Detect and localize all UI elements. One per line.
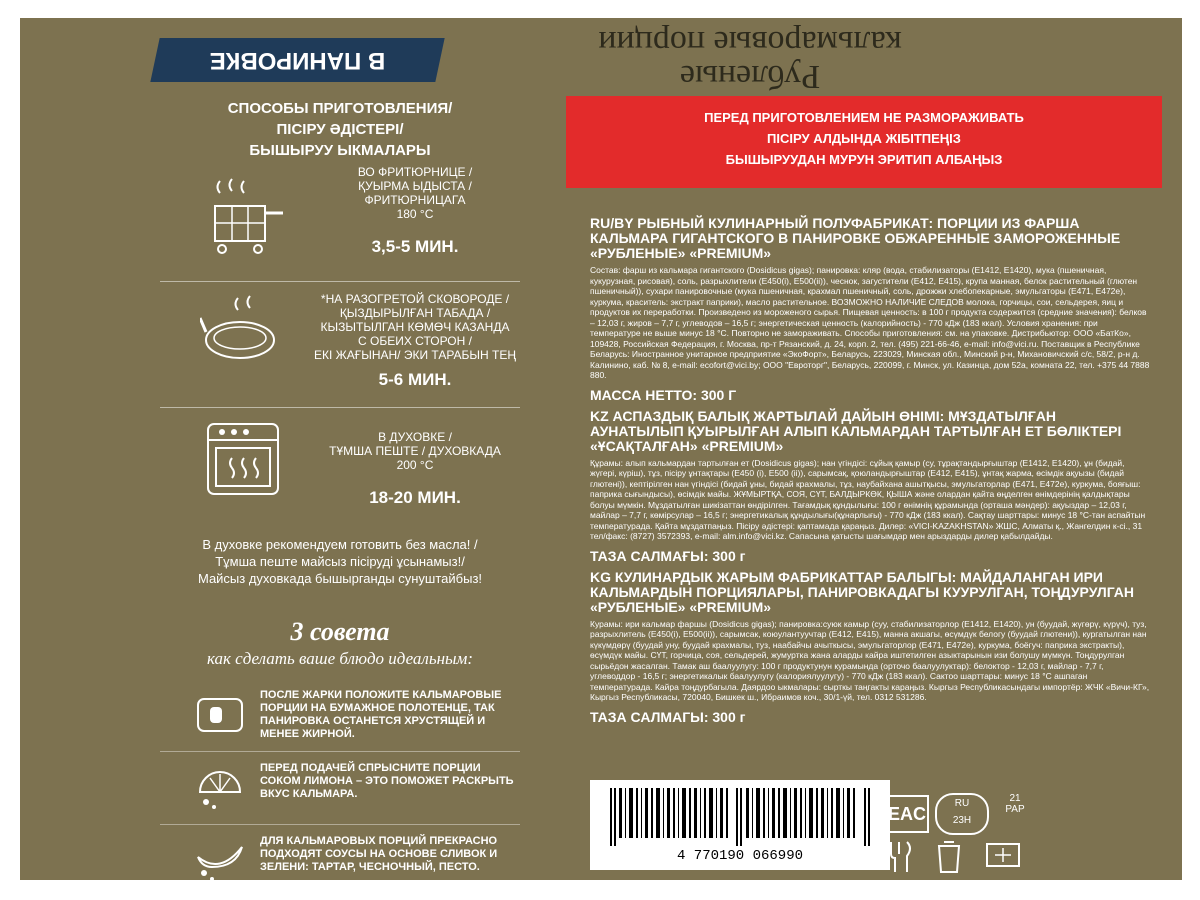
method-oven xyxy=(160,408,520,528)
title-line-2: кальмаровые порции xyxy=(598,24,902,61)
cooking-title-kg: БЫШЫРУУ ЫКМАЛАРЫ xyxy=(249,142,431,159)
method-line: 180 °C xyxy=(396,207,434,221)
ru-mass: МАССА НЕТТО: 300 Г xyxy=(590,386,737,403)
sauce-boat-icon xyxy=(190,835,250,885)
method-line: ТҰМША ПЕШТЕ / ДУХОВКАДА xyxy=(329,444,501,458)
frying-pan-icon xyxy=(200,292,290,382)
barcode-bars xyxy=(610,788,870,846)
badge-text: В ПАНИРОВКЕ xyxy=(209,47,386,74)
warning-line-kg: БЫШЫРУУДАН МУРУН ЭРИТИП АЛБАҢЫЗ xyxy=(725,152,1003,167)
tip-item xyxy=(160,752,520,825)
warning-band xyxy=(566,96,1162,188)
tip-item xyxy=(160,679,520,752)
paper-towel-icon xyxy=(190,689,250,739)
note-line: Майсыз духовкада бышырганды сунуштайбыз! xyxy=(197,571,483,586)
warning-line-ru: ПЕРЕД ПРИГОТОВЛЕНИЕМ НЕ РАЗМОРАЖИВАТЬ xyxy=(704,110,1024,125)
tips-title: 3 совета xyxy=(290,617,390,646)
title-line-1: Рубленые xyxy=(679,58,821,95)
cooking-title-ru: СПОСОБЫ ПРИГОТОВЛЕНИЯ/ xyxy=(227,100,453,117)
food-contact-icon xyxy=(885,840,915,874)
ru-mark xyxy=(935,793,989,835)
method-line: ҚУЫРМА ЫДЫСТА / xyxy=(358,179,472,193)
method-pan-text xyxy=(310,292,520,362)
fryer-icon xyxy=(200,171,290,261)
product-name xyxy=(450,23,1050,93)
kz-body: Құрамы: алып кальмардан тартылған ет (Dosidicus gigas); нан үгіндісі: сұйық қамыр (су, тұрақтандырғыштар (Е1412, Е1420), ұн (бидай, жүгері, күріш), тұз, пісіру ұнтақтары (Е450 (i), Е500 (ii)), сарымсақ, қоюландырғыштар (Е412, Е415), ұнтақ жарма, өсімдік ақуызы (бидай глютені)), кептірілген нан үгіндісі (бидай ұны, бидай крахмалы, тұз, наубайхана ашытқысы, эмульгаторлар (Е471, Е472е), куркума, бояғыш: паприка сығындысы), өсімдік майы. ЖҰМЫРТҚА, СОЯ, СҮТ, БАЛДЫРКӨК, ҚЫША және олардан қайта өңделген өнімдерінің қалдықтары болуы мүмкін. Мұздатылған шикізаттан өндірілген. Тағамдық құндылығы: 100 г өнімнің құрамында (орташа мәндер): ақуыздар – 12,03 г, майлар – 7,7 г, көмірсулар – 16,5 г; энергетикалық құндылығы(құнарлығы) - 770 кДж (183 ккал). Сақтау шарттары: минус 18 °С-тан аспайтын температурада. Қайта мұздатпаңыз. Пісіру әдістері: қаптамада қараңыз. Дилер: «VICI-KAZAKHSTAN» ЖШС, Алматы қ., Жангелдин к-сі., 31 тел/факс: (8727) 3572393, e-mail: alm.info@vici.kz. Сапасына қатысты шағымдар мен арыздарды дилер қабылдайды. xyxy=(590,457,1146,541)
method-oven-time: 18-20 МИН. xyxy=(369,488,461,507)
method-oven-text xyxy=(310,430,520,472)
tip-text: ДЛЯ КАЛЬМАРОВЫХ ПОРЦИЙ ПРЕКРАСНО ПОДХОДЯТ СОУСЫ НА ОСНОВЕ СЛИВОК И ЗЕЛЕНИ: ТАРТАР, ЧЕСНОЧНЫЙ, ПЕСТО. xyxy=(260,835,498,873)
method-line: С ОБЕИХ СТОРОН / xyxy=(358,334,472,348)
oven-note xyxy=(160,536,520,587)
oven-icon xyxy=(200,418,290,508)
method-line: КЫЗЫТЫЛГАН КӨМӨЧ КАЗАНДА xyxy=(320,320,510,334)
tip-item xyxy=(160,825,520,897)
kg-heading: KG КУЛИНАРДЫК ЖАРЫМ ФАБРИКАТТАР БАЛЫГЫ: МАЙДАЛАНГАН ИРИ КАЛЬМАРДЫН ПОРЦИЯЛАРЫ, ПАНИРОВКАДАГЫ КУУРУЛГАН, ТОҢДУРУЛГАН «РУБЛЕНЫЕ» «PREMIUM» xyxy=(590,568,1134,615)
method-line: ФРИТЮРНИЦАГА xyxy=(364,193,466,207)
warning-line-kz: ПІСІРУ АЛДЫНДА ЖІБІТПЕҢІЗ xyxy=(767,131,961,146)
tip-text: ПЕРЕД ПОДАЧЕЙ СПРЫСНИТЕ ПОРЦИИ СОКОМ ЛИМОНА – ЭТО ПОМОЖЕТ РАСКРЫТЬ ВКУС КАЛЬМАРА. xyxy=(260,762,514,800)
method-fryer-time: 3,5-5 МИН. xyxy=(371,237,459,256)
method-line: ЕКІ ЖАҒЫНАН/ ЭКИ ТАРАБЫН ТЕҢ xyxy=(313,348,517,362)
note-line: Тұмша пеште майсыз пісіруді ұсынамыз!/ xyxy=(215,554,465,569)
kz-heading: KZ АСПАЗДЫҚ БАЛЫҚ ЖАРТЫЛАЙ ДАЙЫН ӨНІМІ: МҰЗДАТЫЛҒАН АУНАТЫЛЫП ҚУЫРЫЛҒАН АЛЫП КАЛЬМАРДАН ТАРТЫЛҒАН ЕТ БӨЛІКТЕРІ «ҰСАҚТАЛҒАН» «PREMIUM» xyxy=(590,407,1122,454)
recycle-icon xyxy=(995,793,1035,833)
method-fryer-text xyxy=(310,165,520,221)
ru-body: Состав: фарш из кальмара гигантского (Dosidicus gigas); панировка: кляр (вода, стабилизаторы (Е1412, Е1420), мука (пшеничная, кукурузная, рисовая), соль, разрыхлители (Е450(i), Е500(ii)), чеснок, загустители (Е412, Е415), крупа манная, белок растительный (глютен пшеничный)), сухари панировочные (мука пшеничная, крахмал пшеничный, соль, дрожжи хлебопекарные, эмульгаторы (Е471, Е472е), куркума, краситель: экстракт паприки), масло растительное. ВОЗМОЖНО НАЛИЧИЕ СЛЕДОВ молока, горчицы, сои, сельдерея, яиц и продуктов их переработки. Произведено из мороженого сырья. Пищевая ценность: в 100 г продукта содержится (средние значения): белков – 12,03 г, жиров – 7,7 г, углеводов – 16,5 г; энергетическая ценность (калорийность) - 770 кДж (183 ккал). Условия хранения: при температуре не выше минус 18 °С. Повторно не замораживать. Способы приготовления: см. на упаковке. Дистрибьютор: ООО «БатКо», 109428, Российская Федерация, г. Москва, пр-т Рязанский, д. 24, корп. 2, тел. (495) 221-66-46, e-mail: info@vici.ru. Поставщик в Республике Беларусь: Иностранное унитарное предприятие «ЭкоФорт», Беларусь, 223029, Минская обл., Минский р-н, Михановичский с/с, 58/2, р-н д. Калинино, каб. № 8, e-mail: ecofort@vici.by; ООО "Евроторг", Беларусь, 220099, г. Минск, ул. Казинца, дом 52а, комната 22, тел. +375 44 7888 880. xyxy=(590,265,1150,380)
method-pan xyxy=(160,282,520,408)
cooking-title-kz: ПІСІРУ ӘДІСТЕРІ/ xyxy=(276,121,404,138)
method-line: 200 °C xyxy=(396,458,434,472)
method-fryer xyxy=(160,161,520,282)
method-line: ВО ФРИТЮРНИЦЕ / xyxy=(357,165,473,179)
ru-code: RU xyxy=(954,798,970,809)
method-line: В ДУХОВКЕ / xyxy=(378,430,452,444)
kg-mass: ТАЗА САЛМАГЫ: 300 г xyxy=(590,708,746,725)
lemon-icon xyxy=(190,762,250,812)
barcode xyxy=(590,780,890,870)
recycle-label: PAP xyxy=(1005,804,1025,815)
note-line: В духовке рекомендуем готовить без масла! / xyxy=(202,537,478,552)
method-line: ҚЫЗДЫРЫЛҒАН ТАБАДА / xyxy=(339,306,491,320)
tips-subtitle: как сделать ваше блюдо идеальным: xyxy=(206,649,474,668)
frozen-icon xyxy=(985,842,1021,868)
kz-mass: ТАЗА САЛМАҒЫ: 300 г xyxy=(590,547,746,564)
kg-body: Курамы: ири кальмар фаршы (Dosidicus gigas); панировка:суюк камыр (суу, стабилизаторлор (Е1412, Е1420), ун (буудай, жүгөрү, күрүч), туз, разрыхлитель (Е450(i), Е500(ii)), сарымсак, коюулантуучтар (Е412, Е415), манна акшагы, өсүмдүк белогу (буудай глютени)), кургатылган нан күкүмдөрү (буудай уну, буудай крахмалы, туз, наабайчы ачыткысы, эмульгаторлор (Е471, Е472е), куркума, боёгуч: паприка экстракты), өсүмдүк майы. СҮТ, горчица, соя, сельдерей, жумуртка жана аларды кайра иштетилген азыктарынын изи болушу мүмкүн. Тоңдурулган сырьёдон жасалган. Тамак аш баалуулугу: 100 г продуктунун курамында (орточо баалуулуктар): белоктор - 12,03 г, майлар - 7,7 г, углеводдор - 16,5 г; энергетикалык баалуулугу (калориялуулугу) - 770 кДж (183 ккал). Сактоо шарттары: минус 18 °С ашпаган температурада. Кайра тоңдурбагыла. Даярдоо ыкмалары: сырткы таңгакты караңыз. Кыргыз Республикасындагы импортёр: ЖЧК «Вичи-КГ», Кыргыз Республикасы, 720040, Бишкек ш., Ибраимов коч., 30/1-үй, тел. 0312 531286. xyxy=(590,618,1150,702)
cooking-title xyxy=(160,98,520,161)
method-pan-time: 5-6 МИН. xyxy=(378,370,452,389)
cooking-column xyxy=(160,88,520,897)
barcode-number: 4 770190 066990 xyxy=(676,848,804,864)
tip-text: ПОСЛЕ ЖАРКИ ПОЛОЖИТЕ КАЛЬМАРОВЫЕ ПОРЦИИ НА БУМАЖНОЕ ПОЛОТЕНЦЕ, ТАК ПАНИРОВКА ОСТАНЕТСЯ ХРУСТЯЩЕЙ И МЕНЕЕ ЖИРНОЙ. xyxy=(260,689,502,740)
recycle-number: 21 xyxy=(1009,793,1021,804)
eac-mark: EAC xyxy=(885,795,929,833)
material-code: 23H xyxy=(952,815,972,826)
certification-marks xyxy=(885,790,1145,880)
method-line: *НА РАЗОГРЕТОЙ СКОВОРОДЕ / xyxy=(320,292,510,306)
info-column xyxy=(590,210,1150,725)
ru-heading: RU/BY РЫБНЫЙ КУЛИНАРНЫЙ ПОЛУФАБРИКАТ: ПОРЦИИ ИЗ ФАРША КАЛЬМАРА ГИГАНТСКОГО В ПАНИРОВКЕ ОБЖАРЕННЫЕ ЗАМОРОЖЕННЫЕ «РУБЛЕНЫЕ» «PREMIUM» xyxy=(590,215,1121,261)
trash-bin-icon xyxy=(935,838,963,874)
